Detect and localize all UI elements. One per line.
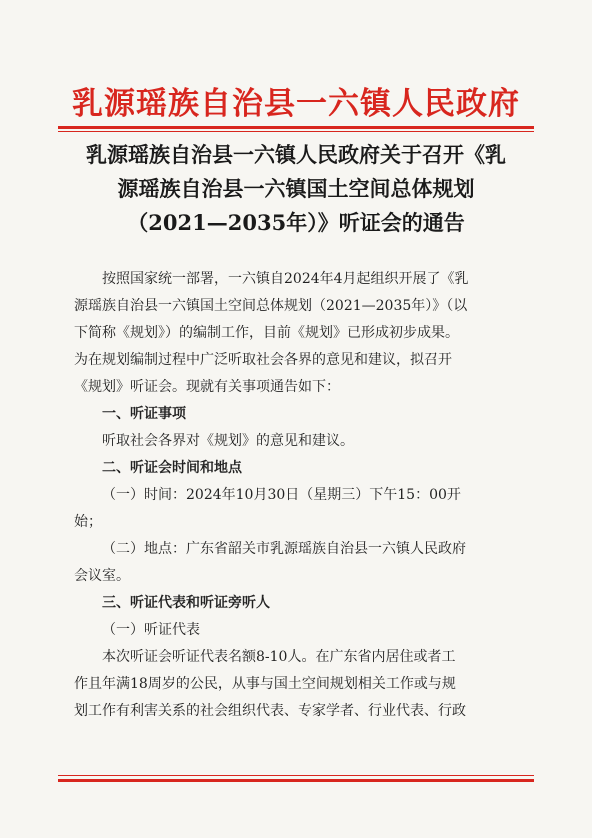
section-1-text: 听取社会各界对《规划》的意见和建议。	[102, 433, 354, 449]
title-line-1: 乳源瑶族自治县一六镇人民政府关于召开《乳	[86, 142, 506, 167]
section-2-place-line-1: （二）地点：广东省韶关市乳源瑶族自治县一六镇人民政府	[102, 541, 466, 557]
section-3-text-line-3: 划工作有利害关系的社会组织代表、专家学者、行业代表、行政	[74, 703, 466, 719]
intro-line-2: 源瑶族自治县一六镇国土空间总体规划（2021—2035年）》（以	[74, 298, 468, 314]
section-1-heading: 一、听证事项	[102, 406, 186, 422]
footer-rule-thick	[58, 779, 534, 782]
section-2-place-line-2: 会议室。	[74, 568, 130, 584]
document-title	[56, 138, 536, 240]
document-body	[74, 266, 522, 725]
section-3-text-line-2: 作且年满18周岁的公民，从事与国土空间规划相关工作或与规	[74, 676, 456, 692]
section-3-text-line-1: 本次听证会听证代表名额8-10人。在广东省内居住或者工	[102, 649, 456, 665]
masthead: 乳源瑶族自治县一六镇人民政府	[72, 86, 520, 122]
section-3-sub-1: （一）听证代表	[102, 622, 200, 638]
section-2-heading: 二、听证会时间和地点	[102, 460, 242, 476]
intro-line-4: 为在规划编制过程中广泛听取社会各界的意见和建议，拟召开	[74, 352, 452, 368]
title-line-2: 源瑶族自治县一六镇国土空间总体规划	[117, 176, 475, 201]
masthead-rule-thin	[58, 131, 534, 132]
title-line-3: （2021—2035年）》听证会的通告	[127, 210, 465, 235]
intro-line-3: 下简称《规划》）的编制工作，目前《规划》已形成初步成果。	[74, 325, 459, 341]
section-2-time-line-2: 始；	[74, 514, 102, 530]
footer-rule-thin	[58, 775, 534, 776]
section-2-time-line-1: （一）时间：2024年10月30日（星期三）下午15：00开	[102, 487, 461, 503]
masthead-rule-thick	[58, 126, 534, 129]
intro-line-5: 《规划》听证会。现就有关事项通告如下：	[74, 379, 340, 395]
section-3-heading: 三、听证代表和听证旁听人	[102, 595, 270, 611]
intro-line-1: 按照国家统一部署，一六镇自2024年4月起组织开展了《乳	[102, 271, 469, 287]
